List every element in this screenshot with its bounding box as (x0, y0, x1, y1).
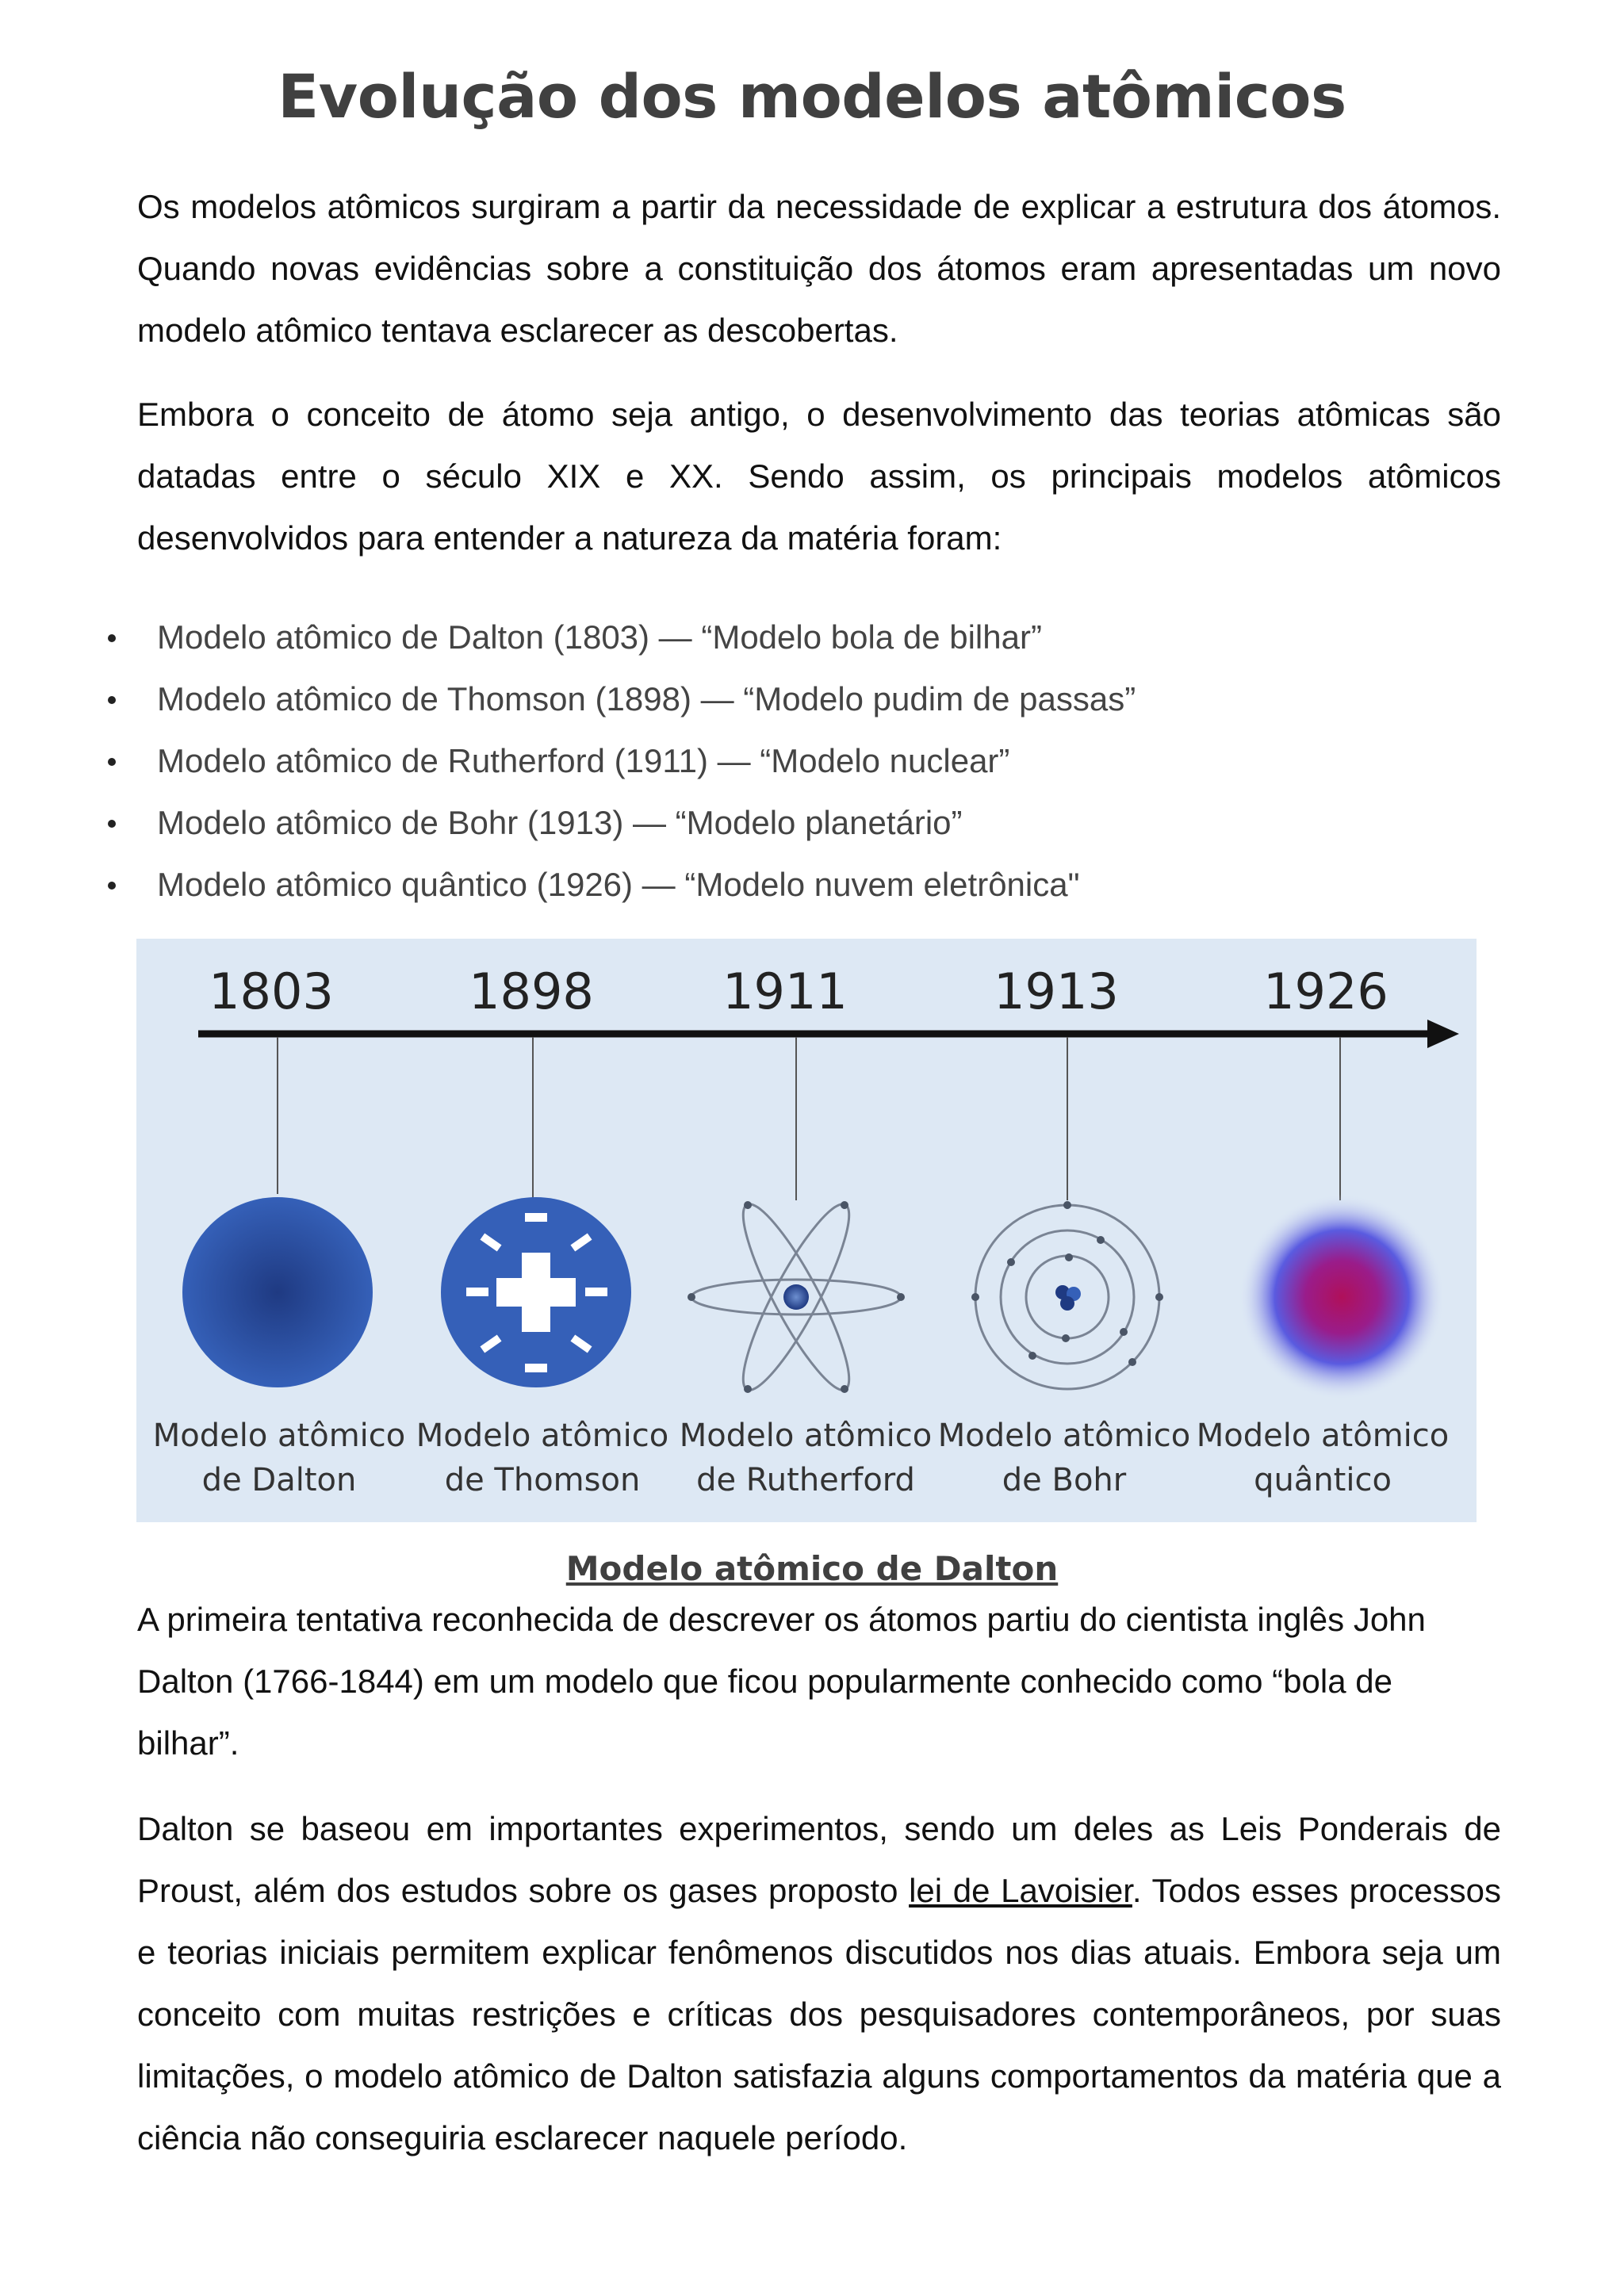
rutherford-atom-icon (688, 1194, 905, 1399)
list-item-text: Modelo atômico de Dalton (1803) — “Modelo bola de bilhar” (157, 618, 1042, 656)
thomson-atom-icon (441, 1197, 631, 1387)
caption-line: de Rutherford (696, 1462, 915, 1498)
dalton-paragraph-1: A primeira tentativa reconhecida de descrever os átomos partiu do cientista inglês John Dalton (1766-1844) em um modelo que ficou popularmente conhecido como “bola de bilhar”. (137, 1601, 1426, 1762)
section-heading: Modelo atômico de Dalton (565, 1549, 1059, 1588)
models-list (0, 607, 1507, 916)
bullet-icon (108, 634, 116, 642)
year-label: 1926 (1263, 962, 1388, 1020)
quantum-atom-icon (1239, 1194, 1445, 1400)
caption-line: Modelo atômico (679, 1418, 933, 1454)
list-item (0, 854, 1507, 916)
list-item (0, 792, 1507, 854)
paragraph-text: . Todos esses processos e teorias iniciais permitem explicar fenômenos discutidos nos dias atuais. Embora seja um conceito com muitas restrições e críticas dos pesquisadores contemporâneos, por suas limitações, o modelo atômico de Dalton satisfazia alguns comportamentos da matéria que a ciência não conseguiria esclarecer naquele período. (137, 1872, 1501, 2156)
bullet-icon (108, 882, 116, 890)
caption-line: Modelo atômico (1196, 1418, 1450, 1454)
list-item (0, 730, 1507, 792)
caption-line: de Thomson (444, 1462, 641, 1498)
caption-line: Modelo atômico (937, 1418, 1191, 1454)
intro-paragraph-2: Embora o conceito de átomo seja antigo, o desenvolvimento das teorias atômicas são datadas entre o século XIX e XX. Sendo assim, os principais modelos atômicos desenvolvidos para entender a natureza da matéria foram: (137, 396, 1501, 557)
paragraph-text: Dalton se baseou em importantes experimentos, sendo um deles as Leis Ponderais de Proust, além dos estudos sobre os gases proposto (137, 1810, 1501, 1909)
dalton-paragraph-2 (137, 1798, 1501, 2169)
caption-line: quântico (1254, 1462, 1392, 1498)
year-label: 1913 (994, 962, 1119, 1020)
list-item-text: Modelo atômico de Bohr (1913) — “Modelo planetário” (157, 804, 963, 841)
bullet-icon (108, 696, 116, 704)
dalton-atom-icon (182, 1197, 373, 1387)
arrow-head-icon (1427, 1020, 1459, 1048)
bullet-icon (108, 820, 116, 828)
intro-paragraph-1: Os modelos atômicos surgiram a partir da necessidade de explicar a estrutura dos átomos. Quando novas evidências sobre a constituição dos átomos eram apresentadas um novo modelo atômico tentava esclarecer as descobertas. (137, 188, 1501, 349)
list-item (0, 668, 1507, 730)
year-label: 1911 (722, 962, 848, 1020)
list-item-text: Modelo atômico de Thomson (1898) — “Modelo pudim de passas” (157, 680, 1136, 718)
atomic-models-timeline-figure (136, 939, 1477, 1522)
timeline-svg (136, 939, 1477, 1522)
caption-line: Modelo atômico (152, 1418, 406, 1454)
bohr-atom-icon (971, 1201, 1163, 1389)
page-title: Evolução dos modelos atômicos (278, 61, 1346, 132)
list-item-text: Modelo atômico quântico (1926) — “Modelo nuvem eletrônica" (157, 866, 1080, 903)
year-label: 1898 (469, 962, 594, 1020)
caption-line: Modelo atômico (416, 1418, 669, 1454)
year-label: 1803 (209, 962, 334, 1020)
lavoisier-link[interactable]: lei de Lavoisier (909, 1872, 1132, 1909)
caption-line: de Bohr (1002, 1462, 1127, 1498)
list-item-text: Modelo atômico de Rutherford (1911) — “Modelo nuclear” (157, 742, 1010, 779)
caption-line: de Dalton (201, 1462, 357, 1498)
bullet-icon (108, 758, 116, 766)
list-item (0, 607, 1507, 668)
